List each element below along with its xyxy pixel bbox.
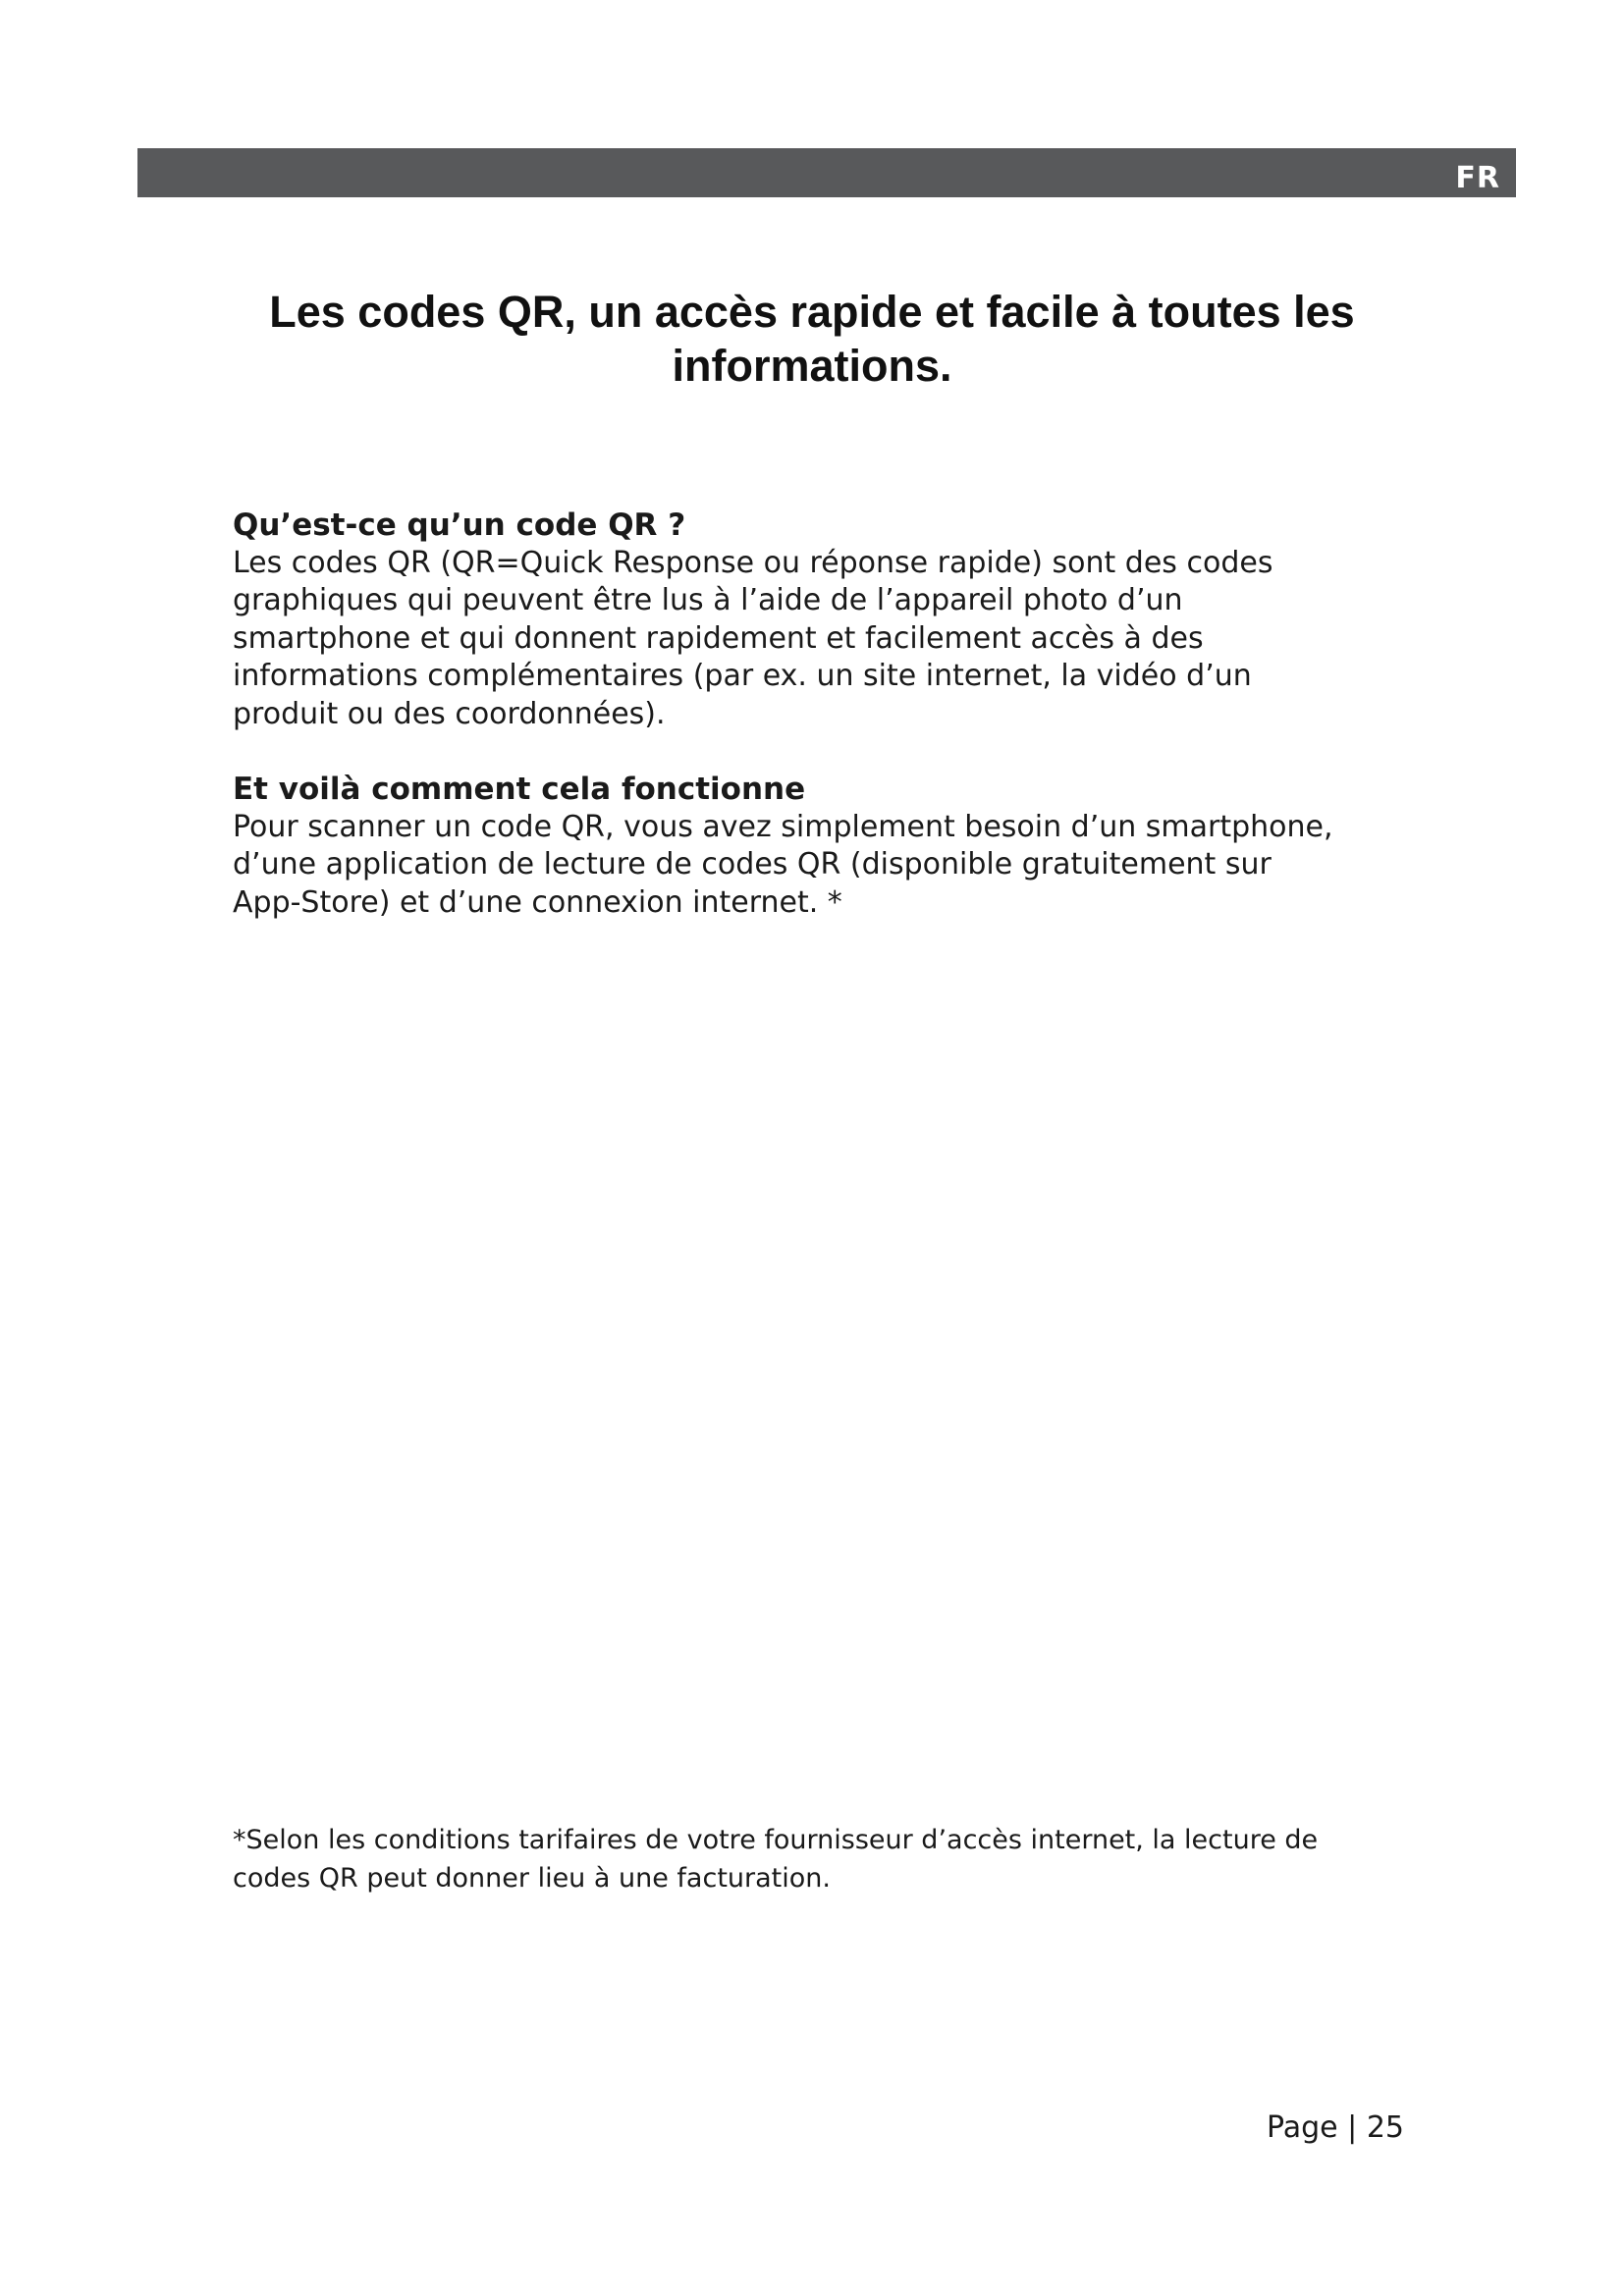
language-badge: FR	[1455, 161, 1500, 195]
header-bar	[137, 148, 1516, 197]
section-heading: Qu’est-ce qu’un code QR ?	[233, 507, 686, 543]
section-how-it-works	[233, 771, 1440, 922]
main-content	[233, 507, 1440, 922]
section-body: Les codes QR (QR=Quick Response ou réponse rapide) sont des codes graphiques qui peuvent être lus à l’aide de l’appareil photo d’un smartphone et qui donnent rapidement et facilement accès à des informations complémentaires (par ex. un site internet, la vidéo d’un produit ou des coordonnées).	[233, 545, 1273, 731]
section-what-is-qr	[233, 507, 1440, 733]
page-number: Page | 25	[1267, 2110, 1404, 2145]
page-title: Les codes QR, un accès rapide et facile à toutes les informations.	[269, 287, 1355, 391]
section-body: Pour scanner un code QR, vous avez simplement besoin d’un smartphone, d’une application de lecture de codes QR (disponible gratuitement sur App-Store) et d’une connexion internet. *	[233, 809, 1333, 920]
section-heading: Et voilà comment cela fonctionne	[233, 772, 806, 807]
footnote: *Selon les conditions tarifaires de votre fournisseur d’accès internet, la lecture de codes QR peut donner lieu à une facturation.	[233, 1825, 1319, 1894]
